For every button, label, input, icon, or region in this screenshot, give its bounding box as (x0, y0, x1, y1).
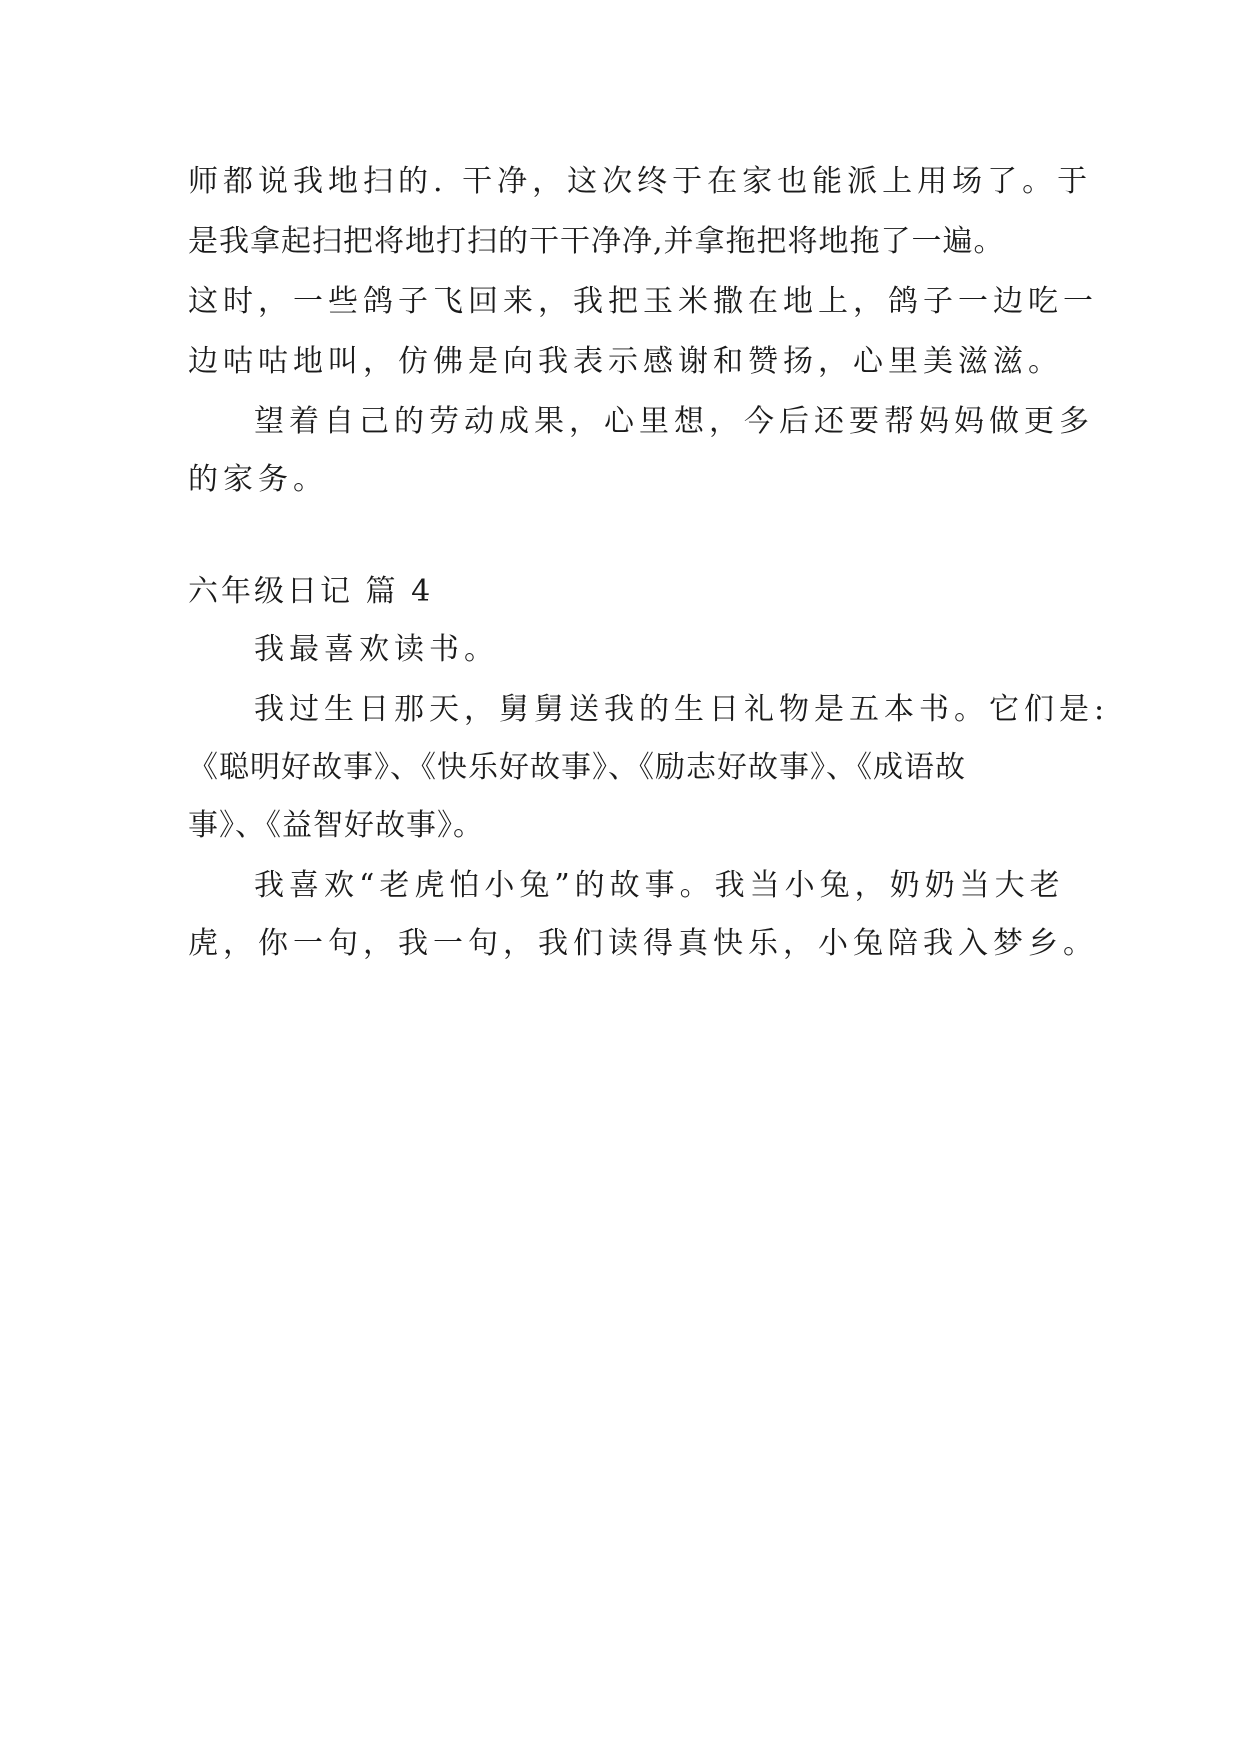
paragraph-line: 我过生日那天，舅舅送我的生日礼物是五本书。它们是: (254, 692, 1110, 727)
paragraph-line: 《聪明好故事》、《快乐好故事》、《励志好故事》、《成语故 (188, 750, 966, 785)
paragraph-line: 是我拿起扫把将地打扫的干干净净,并拿拖把将地拖了一遍。 (188, 224, 1005, 259)
paragraph-line: 的家务。 (188, 462, 328, 497)
paragraph-line: 我最喜欢读书。 (254, 632, 499, 667)
paragraph-line: 师都说我地扫的. 干净，这次终于在家也能派上用场了。于 (188, 164, 1093, 199)
paragraph-line: 我喜欢“老虎怕小兔”的故事。我当小兔，奶奶当大老 (254, 868, 1065, 903)
paragraph-line: 事》、《益智好故事》。 (188, 808, 484, 843)
paragraph-line: 虎，你一句，我一句，我们读得真快乐，小兔陪我入梦乡。 (188, 926, 1098, 961)
paragraph-line: 这时，一些鸽子飞回来，我把玉米撒在地上，鸽子一边吃一 (188, 284, 1098, 319)
section-heading: 六年级日记 篇 4 (188, 574, 434, 609)
paragraph-line: 望着自己的劳动成果，心里想，今后还要帮妈妈做更多 (254, 404, 1094, 439)
paragraph-line: 边咕咕地叫，仿佛是向我表示感谢和赞扬，心里美滋滋。 (188, 344, 1063, 379)
